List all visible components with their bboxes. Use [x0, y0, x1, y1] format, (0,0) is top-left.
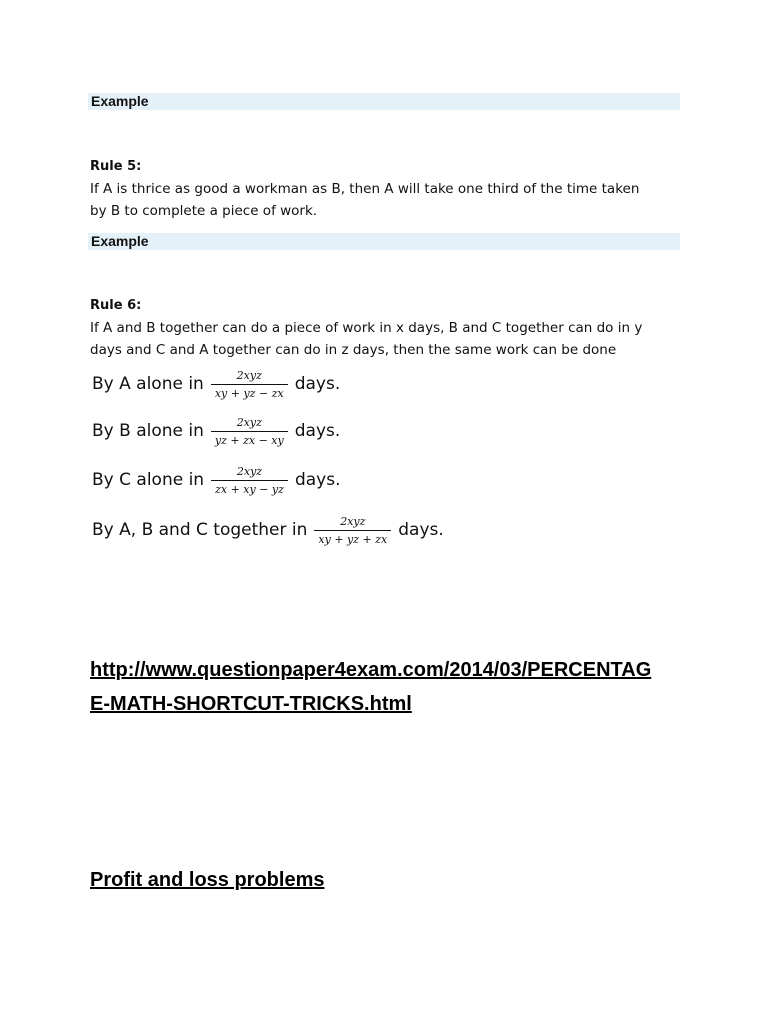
fraction-numerator: 2xyz [236, 368, 262, 382]
fraction [211, 369, 288, 400]
fraction [211, 416, 288, 447]
section-heading-profit-loss: Profit and loss problems [90, 869, 325, 891]
reference-link-line-1[interactable]: http://www.questionpaper4exam.com/2014/03/PERCENTAG [90, 659, 652, 681]
formula-suffix: days. [398, 520, 444, 540]
fraction-numerator: 2xyz [236, 464, 263, 478]
rule-5-heading: Rule 5: [90, 159, 142, 174]
formula-c-alone [92, 463, 340, 497]
example-label: Example [88, 233, 680, 250]
formula-prefix: By B alone in [92, 421, 204, 441]
fraction-numerator: 2xyz [340, 514, 366, 528]
fraction-denominator: xy + yz + zx [318, 532, 388, 546]
rule-5-text [90, 178, 690, 222]
reference-link-line-2[interactable]: E-MATH-SHORTCUT-TRICKS.html [90, 693, 412, 715]
fraction [314, 515, 391, 546]
rule-5-line-1: If A is thrice as good a workman as B, then A will take one third of the time taken [90, 181, 640, 197]
fraction-denominator: zx + xy − yz [215, 482, 284, 496]
example-label: Example [88, 93, 680, 110]
fraction-denominator: yz + zx − xy [214, 433, 284, 447]
fraction-denominator: xy + yz − zx [214, 386, 284, 400]
formula-a-alone [92, 367, 340, 401]
rule-6-text [90, 317, 690, 361]
rule-5-line-2: by B to complete a piece of work. [90, 203, 318, 219]
formula-abc-together [92, 513, 444, 547]
reference-link[interactable] [90, 653, 690, 721]
formula-b-alone [92, 414, 340, 448]
rule-6-line-1: If A and B together can do a piece of work in x days, B and C together can do in y [90, 320, 643, 336]
fraction [211, 465, 288, 496]
formula-prefix: By A alone in [92, 374, 204, 394]
formula-prefix: By C alone in [92, 470, 205, 490]
formula-suffix: days. [294, 374, 341, 394]
rule-6-heading: Rule 6: [90, 298, 142, 313]
formula-suffix: days. [294, 421, 341, 441]
formula-suffix: days. [294, 470, 341, 490]
formula-prefix: By A, B and C together in [92, 520, 308, 540]
rule-6-line-2: days and C and A together can do in z days, then the same work can be done [90, 342, 617, 358]
fraction-numerator: 2xyz [236, 415, 262, 429]
